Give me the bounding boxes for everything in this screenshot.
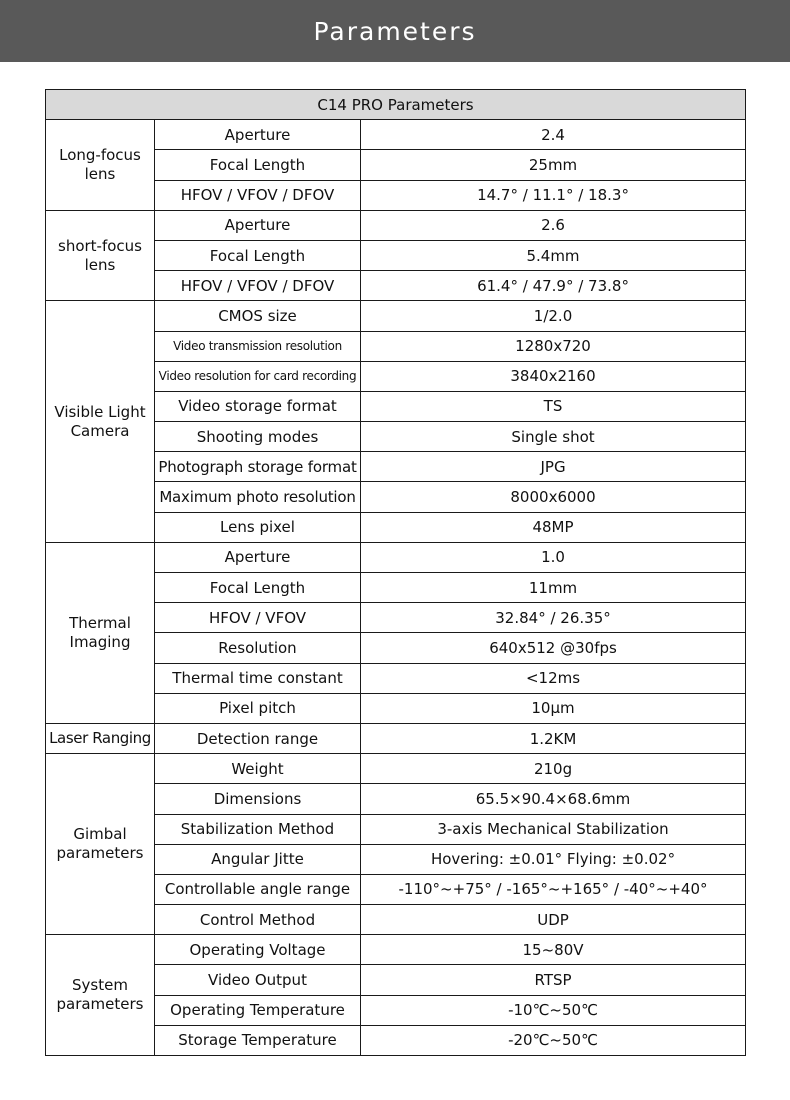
group-name: Visible Light Camera [46,301,155,543]
parameter-value: -20℃~50℃ [361,1025,746,1055]
parameter-label: Video Output [155,965,361,995]
parameter-label: Focal Length [155,240,361,270]
header-banner [0,0,790,62]
parameter-value: 2.6 [361,210,746,240]
parameter-value: UDP [361,905,746,935]
parameter-value: 3-axis Mechanical Stabilization [361,814,746,844]
parameter-label: Pixel pitch [155,693,361,723]
group-name: Gimbal parameters [46,754,155,935]
parameter-label: HFOV / VFOV / DFOV [155,180,361,210]
table-row [46,120,746,150]
parameter-value: 1/2.0 [361,301,746,331]
parameter-label: Operating Temperature [155,995,361,1025]
parameter-label: CMOS size [155,301,361,331]
parameter-label: Operating Voltage [155,935,361,965]
parameter-label: HFOV / VFOV / DFOV [155,271,361,301]
parameter-label: Focal Length [155,150,361,180]
parameter-label: Storage Temperature [155,1025,361,1055]
table-row [46,542,746,572]
parameter-value: 32.84° / 26.35° [361,603,746,633]
parameter-label: Dimensions [155,784,361,814]
parameter-value: 14.7° / 11.1° / 18.3° [361,180,746,210]
parameter-label: Maximum photo resolution [155,482,361,512]
parameter-value: 10μm [361,693,746,723]
parameter-value: 15~80V [361,935,746,965]
parameter-label: Angular Jitte [155,844,361,874]
parameter-label: Stabilization Method [155,814,361,844]
parameter-value: RTSP [361,965,746,995]
parameter-value: -110°~+75° / -165°~+165° / -40°~+40° [361,874,746,904]
table-row [46,723,746,753]
parameter-label: Lens pixel [155,512,361,542]
group-name: Laser Ranging [46,723,155,753]
parameter-label: HFOV / VFOV [155,603,361,633]
parameter-value: 48MP [361,512,746,542]
parameter-label: Video transmission resolution [155,331,361,361]
parameter-label: Weight [155,754,361,784]
parameter-label: Resolution [155,633,361,663]
parameter-label: Video resolution for card recording [155,361,361,391]
parameter-label: Aperture [155,120,361,150]
table-row [46,754,746,784]
parameter-value: Hovering: ±0.01° Flying: ±0.02° [361,844,746,874]
parameter-label: Photograph storage format [155,452,361,482]
group-name: Thermal Imaging [46,542,155,723]
table-row [46,935,746,965]
parameter-label: Control Method [155,905,361,935]
parameter-value: 11mm [361,573,746,603]
parameter-label: Aperture [155,210,361,240]
parameter-value: -10℃~50℃ [361,995,746,1025]
parameter-value: 61.4° / 47.9° / 73.8° [361,271,746,301]
page-title: Parameters [313,16,477,46]
parameter-value: 5.4mm [361,240,746,270]
parameter-label: Controllable angle range [155,874,361,904]
parameters-table [45,89,746,1056]
parameter-value: 2.4 [361,120,746,150]
table-row [46,210,746,240]
table-caption-row [46,90,746,120]
parameter-value: 65.5×90.4×68.6mm [361,784,746,814]
table-row [46,301,746,331]
table-body [46,120,746,1056]
parameter-value: JPG [361,452,746,482]
parameter-value: <12ms [361,663,746,693]
parameter-label: Shooting modes [155,422,361,452]
parameter-label: Detection range [155,723,361,753]
parameter-label: Aperture [155,542,361,572]
parameter-value: 1.0 [361,542,746,572]
parameter-value: 640x512 @30fps [361,633,746,663]
group-name: Long-focus lens [46,120,155,211]
parameter-value: 210g [361,754,746,784]
group-name: short-focus lens [46,210,155,301]
parameter-label: Focal Length [155,573,361,603]
parameter-value: 3840x2160 [361,361,746,391]
table-caption: C14 PRO Parameters [46,90,746,120]
group-name: System parameters [46,935,155,1056]
parameter-value: 1280x720 [361,331,746,361]
parameter-label: Video storage format [155,391,361,421]
parameter-value: TS [361,391,746,421]
parameter-value: 25mm [361,150,746,180]
parameter-value: 1.2KM [361,723,746,753]
parameter-label: Thermal time constant [155,663,361,693]
parameter-value: 8000x6000 [361,482,746,512]
parameter-value: Single shot [361,422,746,452]
